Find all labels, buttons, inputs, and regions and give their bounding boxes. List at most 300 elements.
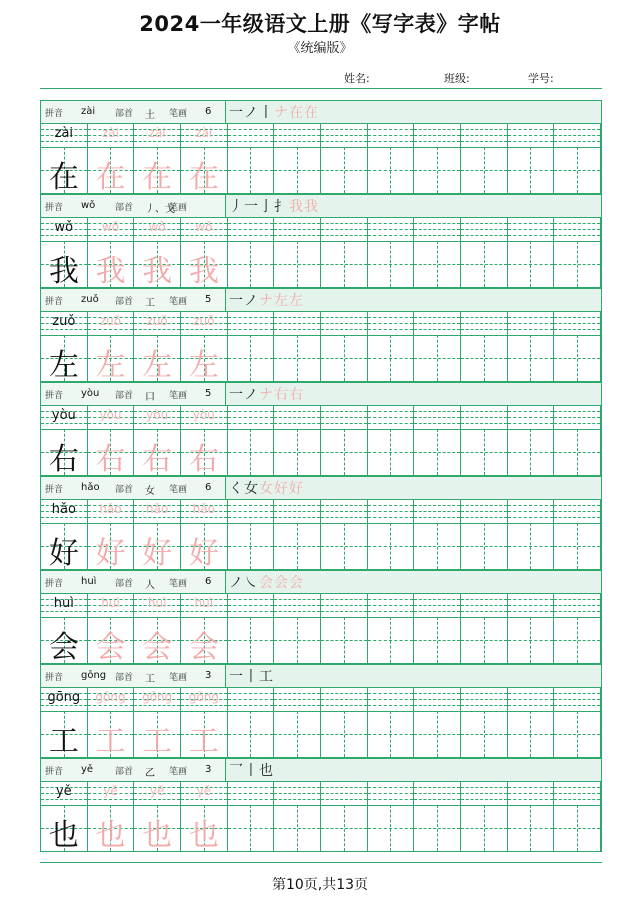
pinyin-cell[interactable] xyxy=(414,781,461,805)
pinyin-cell[interactable] xyxy=(508,217,555,241)
pinyin-cell[interactable] xyxy=(134,123,181,147)
pinyin-cell[interactable] xyxy=(41,593,88,617)
hanzi-cell[interactable] xyxy=(274,805,321,851)
strokes-value: 6 xyxy=(205,576,212,587)
character-info xyxy=(41,383,226,405)
pinyin-cell[interactable] xyxy=(228,217,275,241)
pinyin-cell[interactable] xyxy=(414,405,461,429)
pinyin-guide-line xyxy=(508,223,554,224)
pinyin-guide-line xyxy=(88,799,134,800)
hanzi-cell[interactable] xyxy=(321,147,368,193)
pinyin-cell[interactable] xyxy=(368,123,415,147)
character-info xyxy=(41,759,226,781)
hanzi-cell[interactable] xyxy=(228,523,275,569)
hanzi-cell[interactable] xyxy=(508,617,555,663)
hanzi-cell[interactable] xyxy=(508,147,555,193)
pinyin-guide-line xyxy=(368,229,414,230)
hanzi-cell[interactable] xyxy=(461,805,508,851)
pinyin-cell[interactable] xyxy=(274,781,321,805)
pinyin-cell[interactable] xyxy=(508,593,555,617)
hanzi-cell[interactable] xyxy=(321,429,368,475)
pinyin-guide-line xyxy=(134,517,180,518)
pinyin-cell[interactable] xyxy=(414,499,461,523)
pinyin-guide-line xyxy=(508,229,554,230)
stroke-order-trace: ナ在在 xyxy=(274,105,319,121)
model-character: 工 xyxy=(48,724,79,759)
pinyin-cell[interactable] xyxy=(274,405,321,429)
pinyin-cell[interactable] xyxy=(461,687,508,711)
pinyin-guide-line xyxy=(461,141,507,142)
pinyin-guide-line xyxy=(274,693,320,694)
hanzi-cell[interactable] xyxy=(88,241,135,287)
pinyin-guide-line xyxy=(228,417,274,418)
hanzi-cell[interactable] xyxy=(554,147,601,193)
pinyin-cell[interactable] xyxy=(228,311,275,335)
pinyin-cell[interactable] xyxy=(274,499,321,523)
pinyin-guide-line xyxy=(508,693,554,694)
radical-label: 部首 xyxy=(115,297,134,307)
hanzi-cell[interactable] xyxy=(414,335,461,381)
guide-horizontal xyxy=(554,640,600,641)
pinyin-guide-line xyxy=(321,223,367,224)
hanzi-cell[interactable] xyxy=(88,711,135,757)
pinyin-cell[interactable] xyxy=(41,499,88,523)
pinyin-cell[interactable] xyxy=(554,123,601,147)
pinyin-cell[interactable] xyxy=(414,687,461,711)
pinyin-guide-line xyxy=(461,699,507,700)
hanzi-cell[interactable] xyxy=(274,523,321,569)
hanzi-cell[interactable] xyxy=(321,617,368,663)
pinyin-row xyxy=(41,123,601,148)
pinyin-guide-line xyxy=(228,223,274,224)
hanzi-cell[interactable] xyxy=(554,523,601,569)
pinyin-cell[interactable] xyxy=(554,687,601,711)
hanzi-cell[interactable] xyxy=(88,805,135,851)
pinyin-guide-line xyxy=(321,787,367,788)
guide-horizontal xyxy=(228,170,274,171)
pinyin-guide-line xyxy=(414,411,460,412)
pinyin-cell[interactable] xyxy=(228,687,275,711)
pinyin-cell[interactable] xyxy=(274,217,321,241)
strokes-value: 5 xyxy=(205,388,212,399)
pinyin-guide-line xyxy=(228,611,274,612)
hanzi-cell[interactable] xyxy=(88,429,135,475)
pinyin-guide-line xyxy=(321,423,367,424)
pinyin-guide-line xyxy=(134,799,180,800)
pinyin-text: zài xyxy=(54,126,74,141)
pinyin-cell[interactable] xyxy=(181,687,228,711)
pinyin-trace: gōng xyxy=(95,690,126,704)
stroke-order xyxy=(229,760,274,780)
pinyin-cell[interactable] xyxy=(508,311,555,335)
pinyin-guide-line xyxy=(228,235,274,236)
guide-horizontal xyxy=(414,640,460,641)
pinyin-cell[interactable] xyxy=(368,593,415,617)
character-block xyxy=(40,570,602,664)
hanzi-cell[interactable] xyxy=(414,711,461,757)
pinyin-cell[interactable] xyxy=(88,405,135,429)
hanzi-cell[interactable] xyxy=(228,711,275,757)
hanzi-cell[interactable] xyxy=(508,429,555,475)
hanzi-cell[interactable] xyxy=(414,523,461,569)
pinyin-cell[interactable] xyxy=(554,781,601,805)
pinyin-guide-line xyxy=(461,511,507,512)
hanzi-cell[interactable] xyxy=(41,335,88,381)
pinyin-cell[interactable] xyxy=(461,781,508,805)
pinyin-cell[interactable] xyxy=(321,123,368,147)
pinyin-guide-line xyxy=(554,141,600,142)
pinyin-cell[interactable] xyxy=(321,405,368,429)
hanzi-cell[interactable] xyxy=(274,429,321,475)
pinyin-guide-line xyxy=(321,705,367,706)
hanzi-cell[interactable] xyxy=(228,147,275,193)
pinyin-cell[interactable] xyxy=(508,123,555,147)
hanzi-cell[interactable] xyxy=(554,241,601,287)
hanzi-cell[interactable] xyxy=(88,335,135,381)
guide-horizontal xyxy=(414,170,460,171)
pinyin-cell[interactable] xyxy=(181,499,228,523)
hanzi-cell[interactable] xyxy=(181,711,228,757)
radical-value: 工 xyxy=(145,674,155,685)
pinyin-cell[interactable] xyxy=(321,217,368,241)
hanzi-cell[interactable] xyxy=(461,429,508,475)
pinyin-cell[interactable] xyxy=(368,499,415,523)
hanzi-cell[interactable] xyxy=(181,335,228,381)
guide-horizontal xyxy=(414,264,460,265)
hanzi-cell[interactable] xyxy=(41,617,88,663)
hanzi-cell[interactable] xyxy=(228,429,275,475)
hanzi-cell[interactable] xyxy=(321,335,368,381)
pinyin-cell[interactable] xyxy=(461,405,508,429)
hanzi-cell[interactable] xyxy=(321,805,368,851)
hanzi-cell[interactable] xyxy=(368,147,415,193)
pinyin-guide-line xyxy=(461,611,507,612)
hanzi-cell[interactable] xyxy=(41,523,88,569)
pinyin-guide-line xyxy=(88,423,134,424)
pinyin-cell[interactable] xyxy=(414,217,461,241)
hanzi-cell[interactable] xyxy=(274,241,321,287)
hanzi-cell[interactable] xyxy=(41,711,88,757)
hanzi-cell[interactable] xyxy=(274,711,321,757)
pinyin-cell[interactable] xyxy=(321,687,368,711)
hanzi-cell[interactable] xyxy=(554,429,601,475)
hanzi-cell[interactable] xyxy=(368,335,415,381)
hanzi-cell[interactable] xyxy=(414,617,461,663)
pinyin-cell[interactable] xyxy=(41,687,88,711)
pinyin-cell[interactable] xyxy=(461,217,508,241)
pinyin-cell[interactable] xyxy=(368,217,415,241)
hanzi-cell[interactable] xyxy=(134,523,181,569)
hanzi-cell[interactable] xyxy=(554,711,601,757)
guide-horizontal xyxy=(321,734,367,735)
pinyin-guide-line xyxy=(274,223,320,224)
pinyin-cell[interactable] xyxy=(461,593,508,617)
hanzi-cell[interactable] xyxy=(461,523,508,569)
hanzi-cell[interactable] xyxy=(414,805,461,851)
hanzi-cell[interactable] xyxy=(134,335,181,381)
pinyin-cell[interactable] xyxy=(181,217,228,241)
pinyin-cell[interactable] xyxy=(461,311,508,335)
trace-character: 左 xyxy=(188,348,219,383)
pinyin-cell[interactable] xyxy=(554,311,601,335)
hanzi-row xyxy=(41,429,601,475)
pinyin-cell[interactable] xyxy=(134,781,181,805)
pinyin-cell[interactable] xyxy=(414,311,461,335)
pinyin-guide-line xyxy=(554,223,600,224)
model-character: 左 xyxy=(48,348,79,383)
hanzi-cell[interactable] xyxy=(181,429,228,475)
class-label: 班级: xyxy=(444,72,470,85)
pinyin-cell[interactable] xyxy=(321,593,368,617)
stroke-order xyxy=(229,666,274,686)
hanzi-cell[interactable] xyxy=(181,147,228,193)
pinyin-cell[interactable] xyxy=(228,123,275,147)
hanzi-cell[interactable] xyxy=(134,617,181,663)
pinyin-label: 拼音 xyxy=(45,673,64,683)
pinyin-text: huì xyxy=(53,596,74,611)
pinyin-cell[interactable] xyxy=(88,123,135,147)
pinyin-cell[interactable] xyxy=(368,687,415,711)
pinyin-cell[interactable] xyxy=(321,311,368,335)
pinyin-cell[interactable] xyxy=(508,781,555,805)
pinyin-guide-line xyxy=(41,517,87,518)
strokes-value: 3 xyxy=(205,670,212,681)
guide-horizontal xyxy=(321,640,367,641)
hanzi-cell[interactable] xyxy=(368,429,415,475)
pinyin-guide-line xyxy=(321,317,367,318)
pinyin-guide-line xyxy=(368,141,414,142)
pinyin-guide-line xyxy=(508,317,554,318)
pinyin-guide-line xyxy=(508,599,554,600)
pinyin-text: yòu xyxy=(51,408,76,423)
hanzi-cell[interactable] xyxy=(368,523,415,569)
hanzi-cell[interactable] xyxy=(508,335,555,381)
pinyin-guide-line xyxy=(88,517,134,518)
hanzi-cell[interactable] xyxy=(554,617,601,663)
pinyin-guide-line xyxy=(274,699,320,700)
pinyin-cell[interactable] xyxy=(414,123,461,147)
hanzi-cell[interactable] xyxy=(321,523,368,569)
pinyin-guide-line xyxy=(228,799,274,800)
pinyin-cell[interactable] xyxy=(88,499,135,523)
pinyin-cell[interactable] xyxy=(88,593,135,617)
pinyin-cell[interactable] xyxy=(88,687,135,711)
hanzi-cell[interactable] xyxy=(414,241,461,287)
hanzi-cell[interactable] xyxy=(41,147,88,193)
hanzi-cell[interactable] xyxy=(414,429,461,475)
pinyin-trace: hǎo xyxy=(192,502,215,516)
hanzi-cell[interactable] xyxy=(508,523,555,569)
guide-horizontal xyxy=(274,828,320,829)
trace-character: 会 xyxy=(95,630,126,665)
pinyin-guide-line xyxy=(321,323,367,324)
pinyin-guide-line xyxy=(414,417,460,418)
pinyin-cell[interactable] xyxy=(88,217,135,241)
pinyin-guide-line xyxy=(181,705,227,706)
page-subtitle: 《统编版》 xyxy=(287,41,353,56)
pinyin-cell[interactable] xyxy=(88,781,135,805)
strokes-label: 笔画 xyxy=(169,485,188,495)
radical-value: 女 xyxy=(145,486,155,497)
pinyin-cell[interactable] xyxy=(461,499,508,523)
pinyin-cell[interactable] xyxy=(134,499,181,523)
pinyin-guide-line xyxy=(274,141,320,142)
hanzi-cell[interactable] xyxy=(88,147,135,193)
pinyin-cell[interactable] xyxy=(181,593,228,617)
pinyin-cell[interactable] xyxy=(554,217,601,241)
pinyin-guide-line xyxy=(461,223,507,224)
pinyin-cell[interactable] xyxy=(228,499,275,523)
stroke-order xyxy=(229,196,319,216)
hanzi-cell[interactable] xyxy=(274,335,321,381)
hanzi-cell[interactable] xyxy=(134,147,181,193)
pinyin-guide-line xyxy=(228,411,274,412)
pinyin-cell[interactable] xyxy=(41,123,88,147)
pinyin-trace: zài xyxy=(148,126,166,140)
hanzi-cell[interactable] xyxy=(41,241,88,287)
pinyin-cell[interactable] xyxy=(368,311,415,335)
hanzi-cell[interactable] xyxy=(274,617,321,663)
guide-horizontal xyxy=(414,546,460,547)
hanzi-cell[interactable] xyxy=(228,241,275,287)
pinyin-cell[interactable] xyxy=(554,593,601,617)
pinyin-guide-line xyxy=(274,599,320,600)
guide-horizontal xyxy=(461,358,507,359)
pinyin-guide-line xyxy=(368,417,414,418)
hanzi-cell[interactable] xyxy=(134,241,181,287)
pinyin-cell[interactable] xyxy=(228,781,275,805)
pinyin-cell[interactable] xyxy=(321,499,368,523)
pinyin-cell[interactable] xyxy=(41,405,88,429)
hanzi-cell[interactable] xyxy=(461,617,508,663)
character-info xyxy=(41,289,226,311)
hanzi-cell[interactable] xyxy=(461,711,508,757)
pinyin-cell[interactable] xyxy=(181,311,228,335)
hanzi-cell[interactable] xyxy=(321,711,368,757)
hanzi-cell[interactable] xyxy=(508,241,555,287)
hanzi-cell[interactable] xyxy=(134,805,181,851)
pinyin-cell[interactable] xyxy=(181,123,228,147)
pinyin-guide-line xyxy=(554,699,600,700)
pinyin-cell[interactable] xyxy=(274,123,321,147)
hanzi-cell[interactable] xyxy=(321,241,368,287)
pinyin-cell[interactable] xyxy=(274,593,321,617)
hanzi-cell[interactable] xyxy=(181,523,228,569)
pinyin-guide-line xyxy=(228,229,274,230)
hanzi-cell[interactable] xyxy=(461,241,508,287)
hanzi-cell[interactable] xyxy=(368,805,415,851)
hanzi-cell[interactable] xyxy=(181,617,228,663)
pinyin-cell[interactable] xyxy=(554,405,601,429)
hanzi-cell[interactable] xyxy=(88,617,135,663)
hanzi-cell[interactable] xyxy=(368,617,415,663)
pinyin-cell[interactable] xyxy=(228,593,275,617)
strokes-label: 笔画 xyxy=(169,391,188,401)
pinyin-cell[interactable] xyxy=(228,405,275,429)
hanzi-cell[interactable] xyxy=(181,241,228,287)
hanzi-cell[interactable] xyxy=(461,147,508,193)
pinyin-guide-line xyxy=(274,317,320,318)
hanzi-cell[interactable] xyxy=(134,711,181,757)
pinyin-guide-line xyxy=(368,511,414,512)
hanzi-row xyxy=(41,805,601,851)
hanzi-cell[interactable] xyxy=(414,147,461,193)
pinyin-cell[interactable] xyxy=(274,311,321,335)
pinyin-guide-line xyxy=(414,423,460,424)
pinyin-cell[interactable] xyxy=(368,405,415,429)
pinyin-guide-line xyxy=(368,693,414,694)
pinyin-guide-line xyxy=(228,793,274,794)
pinyin-cell[interactable] xyxy=(41,217,88,241)
pinyin-guide-line xyxy=(554,787,600,788)
hanzi-cell[interactable] xyxy=(508,711,555,757)
pinyin-cell[interactable] xyxy=(181,781,228,805)
guide-horizontal xyxy=(508,640,554,641)
pinyin-guide-line xyxy=(134,235,180,236)
pinyin-guide-line xyxy=(554,235,600,236)
hanzi-cell[interactable] xyxy=(274,147,321,193)
pinyin-guide-line xyxy=(554,423,600,424)
pinyin-cell[interactable] xyxy=(41,311,88,335)
pinyin-cell[interactable] xyxy=(134,593,181,617)
pinyin-cell[interactable] xyxy=(508,687,555,711)
hanzi-cell[interactable] xyxy=(41,429,88,475)
pinyin-cell[interactable] xyxy=(134,217,181,241)
pinyin-cell[interactable] xyxy=(414,593,461,617)
pinyin-guide-line xyxy=(228,129,274,130)
pinyin-guide-line xyxy=(414,235,460,236)
pinyin-guide-line xyxy=(414,787,460,788)
hanzi-cell[interactable] xyxy=(228,805,275,851)
hanzi-cell[interactable] xyxy=(228,335,275,381)
pinyin-guide-line xyxy=(461,329,507,330)
hanzi-cell[interactable] xyxy=(134,429,181,475)
pinyin-guide-line xyxy=(368,793,414,794)
pinyin-cell[interactable] xyxy=(181,405,228,429)
guide-horizontal xyxy=(274,734,320,735)
hanzi-cell[interactable] xyxy=(368,241,415,287)
pinyin-cell[interactable] xyxy=(508,405,555,429)
pinyin-cell[interactable] xyxy=(274,687,321,711)
pinyin-cell[interactable] xyxy=(461,123,508,147)
pinyin-cell[interactable] xyxy=(134,687,181,711)
hanzi-cell[interactable] xyxy=(41,805,88,851)
hanzi-cell[interactable] xyxy=(88,523,135,569)
pinyin-label: 拼音 xyxy=(45,579,64,589)
pinyin-guide-line xyxy=(228,605,274,606)
hanzi-cell[interactable] xyxy=(461,335,508,381)
pinyin-guide-line xyxy=(228,135,274,136)
hanzi-cell[interactable] xyxy=(368,711,415,757)
pinyin-cell[interactable] xyxy=(508,499,555,523)
guide-horizontal xyxy=(274,264,320,265)
hanzi-cell[interactable] xyxy=(554,335,601,381)
stroke-order xyxy=(229,290,304,310)
pinyin-cell[interactable] xyxy=(554,499,601,523)
pinyin-cell[interactable] xyxy=(134,311,181,335)
pinyin-guide-line xyxy=(321,693,367,694)
pinyin-cell[interactable] xyxy=(321,781,368,805)
pinyin-cell[interactable] xyxy=(88,311,135,335)
hanzi-cell[interactable] xyxy=(508,805,555,851)
pinyin-cell[interactable] xyxy=(134,405,181,429)
pinyin-cell[interactable] xyxy=(41,781,88,805)
hanzi-cell[interactable] xyxy=(554,805,601,851)
pinyin-guide-line xyxy=(554,129,600,130)
hanzi-cell[interactable] xyxy=(181,805,228,851)
pinyin-cell[interactable] xyxy=(368,781,415,805)
hanzi-cell[interactable] xyxy=(228,617,275,663)
